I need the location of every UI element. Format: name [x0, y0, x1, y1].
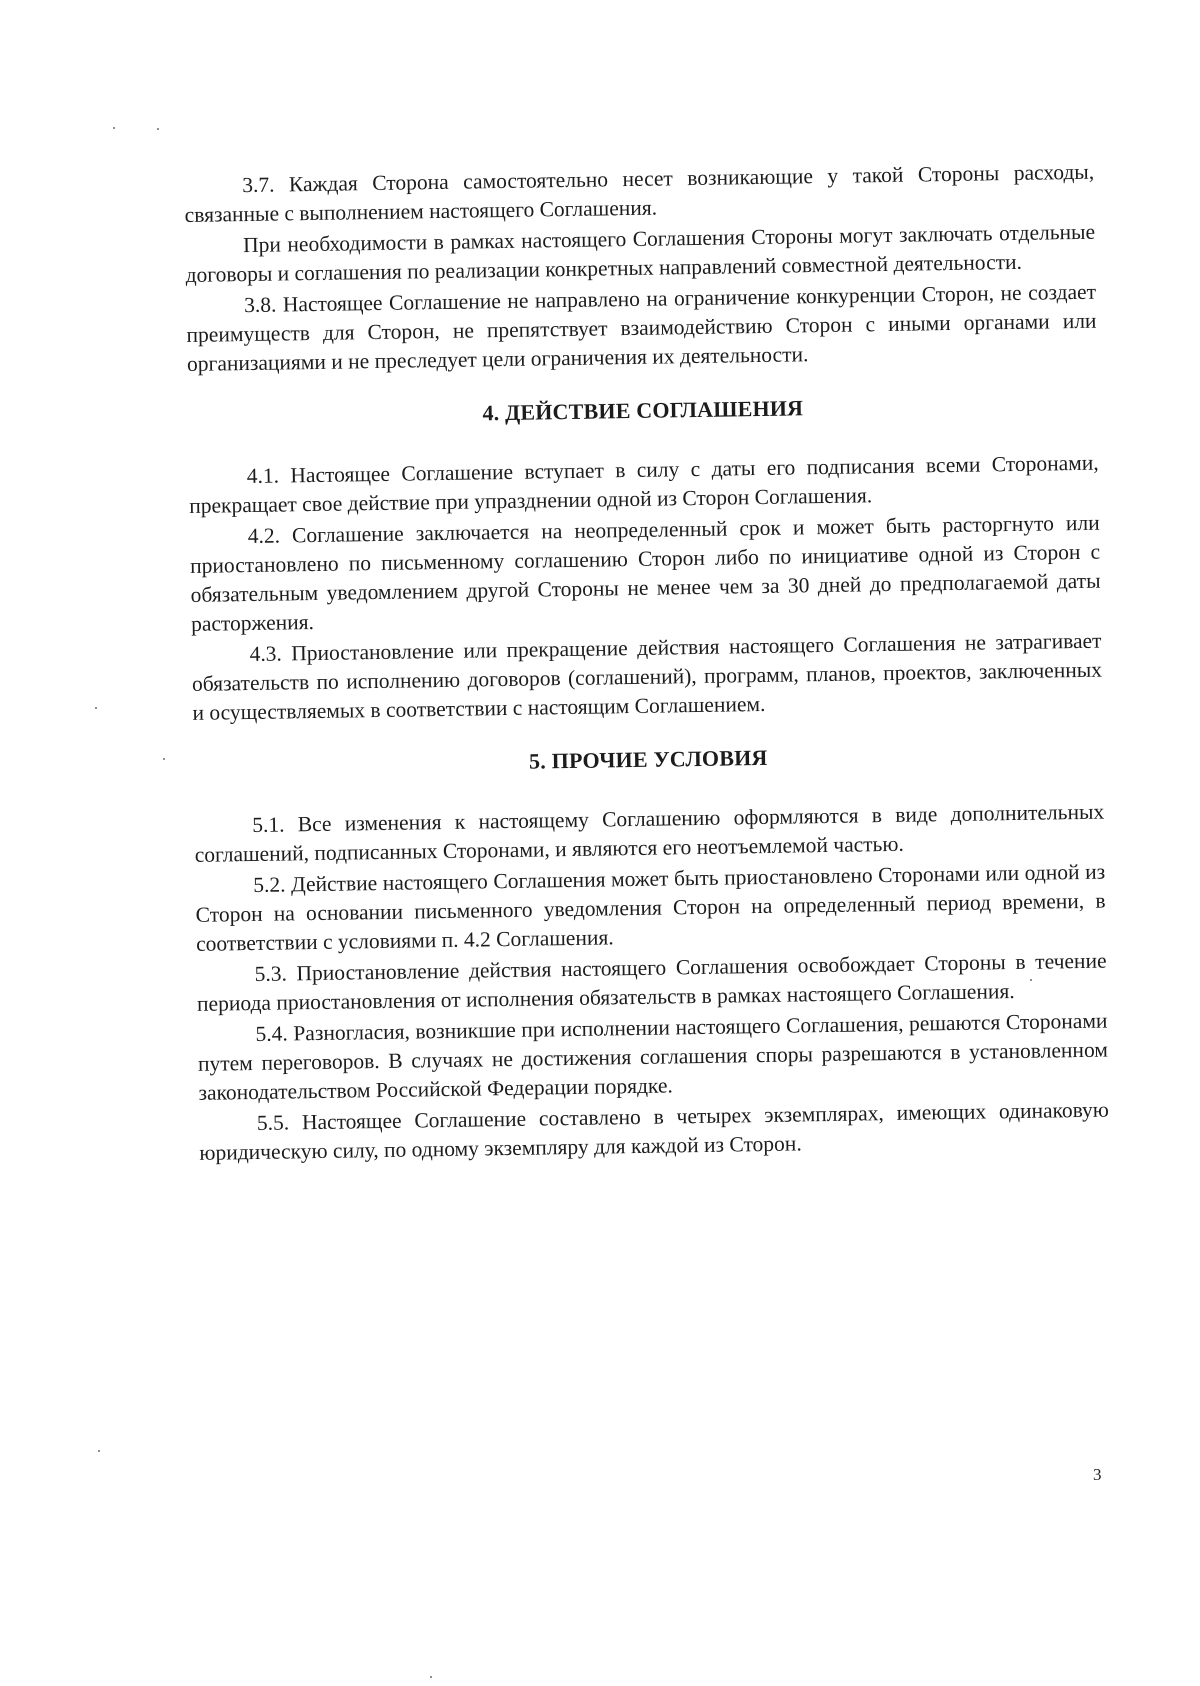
section-5-heading: 5. ПРОЧИЕ УСЛОВИЯ	[528, 744, 768, 774]
paragraph-3-8: 3.8. Настоящее Соглашение не направлено на ограничение конкуренции Сторон, не создает преимуществ для Сторон, не препятствует взаимодействию Сторон с иными органами или организациями и не преследует цели ограничения их деятельности.	[186, 279, 1097, 376]
paragraph-5-4: 5.4. Разногласия, возникшие при исполнении настоящего Соглашения, решаются Сторонами путем переговоров. В случаях не достижения соглашения споры разрешаются в установленном законодательством Российской Федерации порядке.	[197, 1008, 1109, 1105]
scan-speck	[430, 1676, 432, 1678]
page-number: 3	[1093, 1465, 1102, 1484]
paragraph-5-2: 5.2. Действие настоящего Соглашения может быть приостановлено Сторонами или одной из Сторон на основании письменного уведомления Сторон на определенный период времени, в соответствии с условиями п. 4.2 Соглашения.	[195, 859, 1106, 956]
scan-speck	[113, 127, 115, 129]
paragraph-5-3: 5.3. Приостановление действия настоящего Соглашения освобождает Стороны в течение периода приостановления от исполнения обязательств в рамках настоящего Соглашения.	[196, 948, 1107, 1016]
scan-speck	[163, 758, 165, 760]
paragraph-4-3: 4.3. Приостановление или прекращение действия настоящего Соглашения не затрагивает обязательств по исполнению договоров (соглашений), программ, планов, проектов, заключенных и осуществляемых в соответствии с настоящим Соглашением.	[191, 628, 1103, 725]
paragraph-4-1: 4.1. Настоящее Соглашение вступает в силу с даты его подписания всеми Сторонами, прекращает свое действие при упразднении одной из Сторон Соглашения.	[189, 450, 1099, 518]
document-body	[184, 158, 1110, 1170]
paragraph-4-2: 4.2. Соглашение заключается на неопределенный срок и может быть расторгнуто или приостановлено по письменному соглашению Сторон либо по инициативе одной из Сторон с обязательным уведомлением другой Стороны не менее чем за 30 дней до предполагаемой даты расторжения.	[190, 510, 1101, 636]
paragraph-3-7-cont: При необходимости в рамках настоящего Соглашения Стороны могут заключать отдельные договоры и соглашения по реализации конкретных направлений совместной деятельности.	[185, 219, 1096, 287]
scan-speck	[157, 128, 159, 130]
scan-speck	[98, 1450, 100, 1452]
section-4-heading: 4. ДЕЙСТВИЕ СОГЛАШЕНИЯ	[482, 395, 804, 426]
paragraph-5-1: 5.1. Все изменения к настоящему Соглашению оформляются в виде дополнительных соглашений, подписанных Сторонами, и являются его неотъемлемой частью.	[194, 799, 1105, 867]
scan-speck	[95, 707, 97, 709]
paragraph-3-7: 3.7. Каждая Сторона самостоятельно несет возникающие у такой Стороны расходы, связанные с выполнением настоящего Соглашения.	[184, 159, 1095, 227]
paragraph-5-5: 5.5. Настоящее Соглашение составлено в четырех экземплярах, имеющих одинаковую юридическую силу, по одному экземпляру для каждой из Сторон.	[199, 1097, 1110, 1165]
